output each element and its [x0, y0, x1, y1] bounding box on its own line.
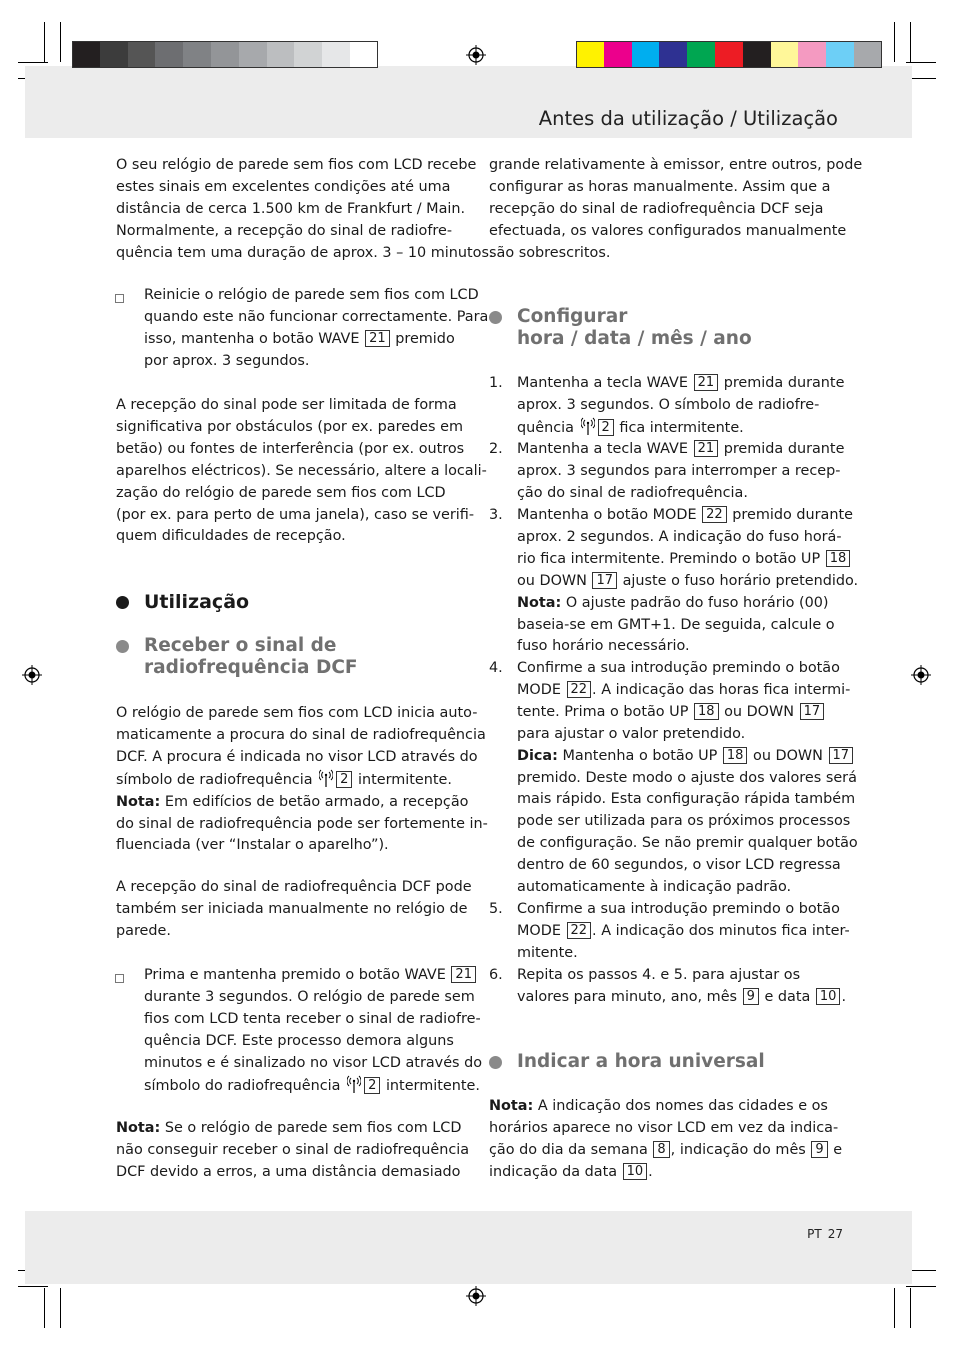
ref-number: 17	[829, 747, 854, 764]
step-5: Confirme a sua introdução premindo o botão MODE 22 . A indicação dos minutos fica inter- mitente.	[517, 901, 850, 961]
step-number: 4.	[489, 660, 503, 676]
step-number: 3.	[489, 507, 503, 523]
ref-number: 22	[702, 506, 727, 523]
ref-number: 10	[816, 988, 841, 1005]
registration-mark-icon	[466, 45, 486, 65]
crop-mark	[894, 22, 895, 62]
page-title: Antes da utilização / Utilização	[538, 107, 838, 130]
step-4: Confirme a sua introdução premindo o botão MODE 22 . A indicação das horas fica intermi- tente. Prima o botão UP 18 ou DOWN 17 para ajustar o valor pretendido. Dica: Mantenha o botão UP 18 ou DOWN 17 premido. Deste modo o ajuste dos valores será mais rápido. Esta configuração rápida também pode ser utilizada para os próximos processos de configuração. Se não premir qualquer botão dentro de 60 segundos, o visor LCD regressa automaticamente à indicação padrão.	[517, 660, 858, 896]
step-3: Mantenha o botão MODE 22 premido durante aprox. 2 segundos. A indicação do fuso horá- rio fica intermitente. Premindo o botão UP 18 ou DOWN 17 ajuste o fuso horário pretendido. Nota: O ajuste padrão do fuso horário (00) baseia-se em GMT+1. De seguida, calcule o fuso horário necessário.	[517, 507, 859, 655]
registration-mark-icon	[22, 665, 42, 685]
ref-number: 21	[694, 440, 719, 457]
ref-number: 2	[598, 419, 614, 436]
step-number: 1.	[489, 375, 503, 391]
bullet-item-manual-receive: Prima e mantenha premido o botão WAVE 21 durante 3 segundos. O relógio de parede sem fios com LCD tenta receber o sinal de radiofre- quência DCF. Este processo demora alguns minutos e é sinalizado no visor LCD através do símbolo do radiofrequência 2 intermitente.	[144, 967, 483, 1094]
crop-mark	[44, 22, 45, 62]
heading-utilizacao: Utilização	[144, 591, 250, 613]
radio-signal-icon	[347, 1075, 361, 1093]
step-number: 5.	[489, 901, 503, 917]
heading-receber-sinal: Receber o sinal de radiofrequência DCF	[144, 635, 358, 678]
step-number: 2.	[489, 441, 503, 457]
right-paragraph-2: Nota: A indicação dos nomes das cidades e os horários aparece no visor LCD em vez da indica- ção do dia da semana 8 , indicação do mês 9 e indicação da data 10 .	[489, 1098, 843, 1180]
ref-number: 21	[694, 374, 719, 391]
left-paragraph-1: O seu relógio de parede sem fios com LCD recebe estes sinais em excelentes condições até uma distância de cerca 1.500 km de Frankfurt / Main. Normalmente, a recepção do sinal de radiofre- quência tem uma duração de aprox. 3 – 10 minutos.	[116, 157, 494, 261]
step-1: Mantenha a tecla WAVE 21 premida durante aprox. 3 segundos. O símbolo de radiofre- quência 2 fica intermitente.	[517, 375, 845, 436]
radio-signal-icon	[319, 769, 333, 787]
left-paragraph-3: O relógio de parede sem fios com LCD inicia auto- maticamente a procura do sinal de radiofrequência DCF. A procura é indicada no visor LCD através do símbolo de radiofrequência 2 intermitente. Nota: Em edifícios de betão armado, a recepção do sinal de radiofrequência pode ser fortemente in- fluenciada (ver “Instalar o aparelho”).	[116, 705, 488, 854]
ref-number: 21	[365, 330, 390, 347]
ref-number: 2	[364, 1077, 380, 1094]
crop-mark	[910, 22, 911, 62]
ref-number: 17	[592, 572, 617, 589]
ref-number: 21	[451, 966, 476, 983]
heading-hora-universal: Indicar a hora universal	[517, 1051, 765, 1072]
left-paragraph-4: A recepção do sinal de radiofrequência DCF pode também ser iniciada manualmente no relógio de parede.	[116, 879, 472, 939]
bullet-item-restart: Reinicie o relógio de parede sem fios com LCD quando este não funcionar correctamente. Para isso, mantenha o botão WAVE 21 premido por aprox. 3 segundos.	[144, 287, 489, 369]
crop-mark	[906, 1286, 936, 1287]
ref-number: 22	[567, 922, 592, 939]
page-number: 27	[827, 1227, 843, 1241]
left-paragraph-5: Nota: Se o relógio de parede sem fios com LCD não conseguir receber o sinal de radiofrequência DCF devido a erros, a uma distância demasiado	[116, 1120, 470, 1180]
page-info	[801, 1227, 843, 1241]
crop-mark	[894, 1288, 895, 1328]
ref-number: 17	[800, 703, 825, 720]
ref-number: 18	[723, 747, 748, 764]
crop-mark	[910, 1288, 911, 1328]
crop-mark	[906, 62, 936, 63]
step-number: 6.	[489, 967, 503, 983]
registration-mark-icon	[466, 1286, 486, 1306]
process-bar-frame	[576, 41, 882, 68]
step-2: Mantenha a tecla WAVE 21 premida durante aprox. 3 segundos para interromper a recep- ção do sinal de radiofrequência.	[517, 441, 845, 501]
ref-number: 9	[811, 1141, 827, 1158]
crop-mark	[18, 62, 48, 63]
radio-signal-icon	[581, 417, 595, 435]
gray-bar-frame	[72, 41, 378, 68]
ref-number: 22	[567, 681, 592, 698]
right-paragraph-1: grande relativamente à emissor, entre outros, pode configurar as horas manualmente. Assim que a recepção do sinal de radiofrequência DCF seja efectuada, os valores configurados manualmente são sobrescritos.	[489, 157, 863, 261]
heading-bullet-icon	[489, 1056, 502, 1069]
ref-number: 8	[653, 1141, 669, 1158]
registration-mark-icon	[911, 665, 931, 685]
step-6: Repita os passos 4. e 5. para ajustar os valores para minuto, ano, mês 9 e data 10 .	[517, 967, 847, 1005]
heading-bullet-icon	[489, 311, 502, 324]
ref-number: 18	[826, 550, 851, 567]
language-code: PT	[807, 1227, 822, 1241]
ref-number: 10	[623, 1163, 648, 1180]
crop-mark	[44, 1288, 45, 1328]
heading-bullet-icon	[116, 596, 129, 609]
footer-band	[25, 1211, 912, 1284]
left-paragraph-2: A recepção do sinal pode ser limitada de forma significativa por obstáculos (por ex. paredes em betão) ou fontes de interferência (por ex. outros aparelhos eléctricos). Se necessário, altere a locali- zação do relógio de parede sem fios com LCD (por ex. para perto de uma janela), caso se verifi- quem dificuldades de recepção.	[116, 397, 487, 545]
crop-mark	[60, 1288, 61, 1328]
ref-number: 9	[743, 988, 759, 1005]
ref-number: 18	[694, 703, 719, 720]
heading-bullet-icon	[116, 640, 129, 653]
heading-configurar: Configurar hora / data / mês / ano	[517, 306, 752, 349]
ref-number: 2	[336, 771, 352, 788]
bullet-square-icon	[115, 294, 124, 303]
crop-mark	[18, 1286, 48, 1287]
bullet-square-icon	[115, 974, 124, 983]
crop-mark	[60, 22, 61, 62]
